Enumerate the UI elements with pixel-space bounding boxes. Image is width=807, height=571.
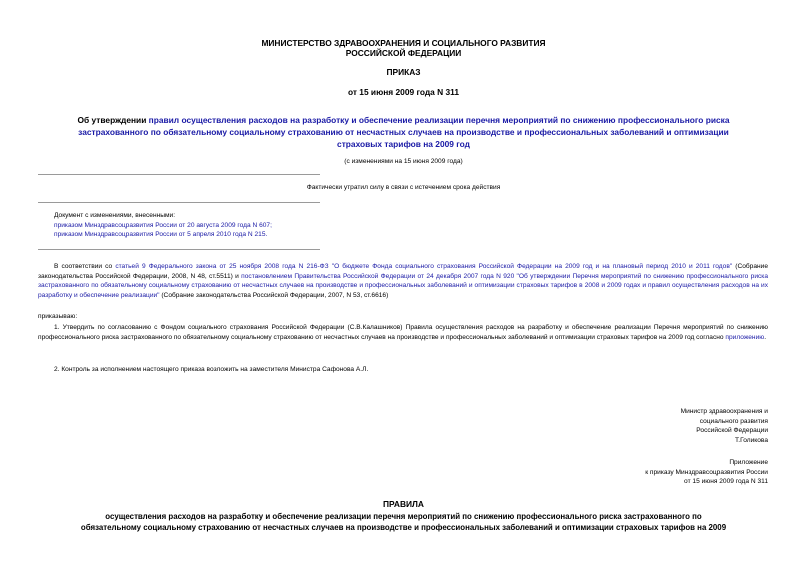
title-link-line-3[interactable]: страховых тарифов на 2009 год [337,139,470,149]
rules-title: осуществления расходов на разработку и обеспечение реализации перечня мероприятий по снижению профессионального риска застрахованного по обязательному социальному страхованию от несчастных случаев на производстве и профессиональных заболеваний и оптимизации страховых тарифов на 2009 [80,512,727,532]
order-item-1: 1. Утвердить по согласованию с Фондом социального страхования Российской Федерации (С.В.Калашников) Правила осуществления расходов на разработку и обеспечение реализации Перечня мероприятий по снижению профессионального риска застрахованного по обязательному социальному страхованию от несчастных случаев на производстве и профессиональных заболеваний и оптимизации страховых тарифов на 2009 год согласно приложению. [38,324,768,341]
signatory-name: Т.Голикова [734,436,768,444]
ministry-line-2: РОССИЙСКОЙ ФЕДЕРАЦИИ [345,48,462,58]
doc-date: от 15 июня 2009 года N 311 [347,87,460,97]
appendix-reference: Приложение к приказу Минздравсоцразвития России от 15 июня 2009 года N 311 [645,459,768,486]
signature-block: Министр здравоохранения и социального развития Российской Федерации Т.Голикова [520,407,768,445]
order-item-2: 2. Контроль за исполнением настоящего приказа возложить на заместителя Министра Сафонова А.Л. [54,366,369,373]
change-link-1[interactable]: приказом Минздравсоцразвития России от 20 августа 2009 года N 607; [54,221,272,229]
doc-title: Об утверждении правил осуществления расходов на разработку и обеспечение реализации перечня мероприятий по снижению профессионального риска застрахованного по обязательному социальному страхованию от несчастных случаев на производстве и профессиональных заболеваний и оптимизации страховых тарифов на 2009 год [77,115,730,149]
status-note: Фактически утратил силу в связи с истечением срока действия [306,184,501,191]
ministry-name [0,38,807,58]
changes-box [54,211,374,240]
decree-link[interactable]: постановлением Правительства Российской Федерации от 24 декабря 2007 года N 920 "Об утверждении Перечня мероприятий по снижению профессионального риска застрахованного по обязательному социальному страхованию от несчастных случаев на производстве и профессиональных заболеваний и оптимизации страховых тарифов в 2008 и 2009 годах и правил осуществления расходов на их разработку и обеспечение реализации" [38,272,768,299]
divider [38,174,320,175]
change-link-2[interactable]: приказом Минздравсоцразвития России от 5 апреля 2010 года N 215. [54,231,268,239]
changes-heading: Документ с изменениями, внесенными: [54,212,176,219]
law-link[interactable]: статьей 9 Федерального закона от 25 ноября 2008 года N 216-ФЗ "О бюджете Фонда социального страхования Российской Федерации на 2009 год и на плановый период 2010 и 2011 годов" [115,263,733,270]
order-word: приказываю: [38,313,78,320]
divider [38,202,320,203]
divider [38,249,320,250]
amended-note: (с изменениями на 15 июня 2009 года) [344,158,463,165]
title-link-line-1[interactable]: правил осуществления расходов на разработку и обеспечение реализации перечня мероприятий по снижению профессионального риска [148,115,730,125]
ministry-line-1: МИНИСТЕРСТВО ЗДРАВООХРАНЕНИЯ И СОЦИАЛЬНОГО РАЗВИТИЯ [261,38,546,48]
preamble: В соответствии со статьей 9 Федерального закона от 25 ноября 2008 года N 216-ФЗ "О бюджете Фонда социального страхования Российской Федерации на 2009 год и на плановый период 2010 и 2011 годов" (Собрание законодательства Российской Федерации, 2008, N 48, ст.5511) и постановлением Правительства Российской Федерации от 24 декабря 2007 года N 920 "Об утверждении Перечня мероприятий по снижению профессионального риска застрахованного по обязательному социальному страхованию от несчастных случаев на производстве и профессиональных заболеваний и оптимизации страховых тарифов в 2008 и 2009 годах и правил осуществления расходов на их разработку и обеспечение реализации" (Собрание законодательства Российской Федерации, 2007, N 53, ст.6616) [38,263,768,299]
rules-heading: ПРАВИЛА [383,499,424,509]
title-link-line-2[interactable]: застрахованного по обязательному социальному страхованию от несчастных случаев на производстве и профессиональных заболеваний и оптимизации [78,127,729,137]
appendix-link[interactable]: приложению [725,333,765,341]
doc-type: ПРИКАЗ [386,67,421,77]
